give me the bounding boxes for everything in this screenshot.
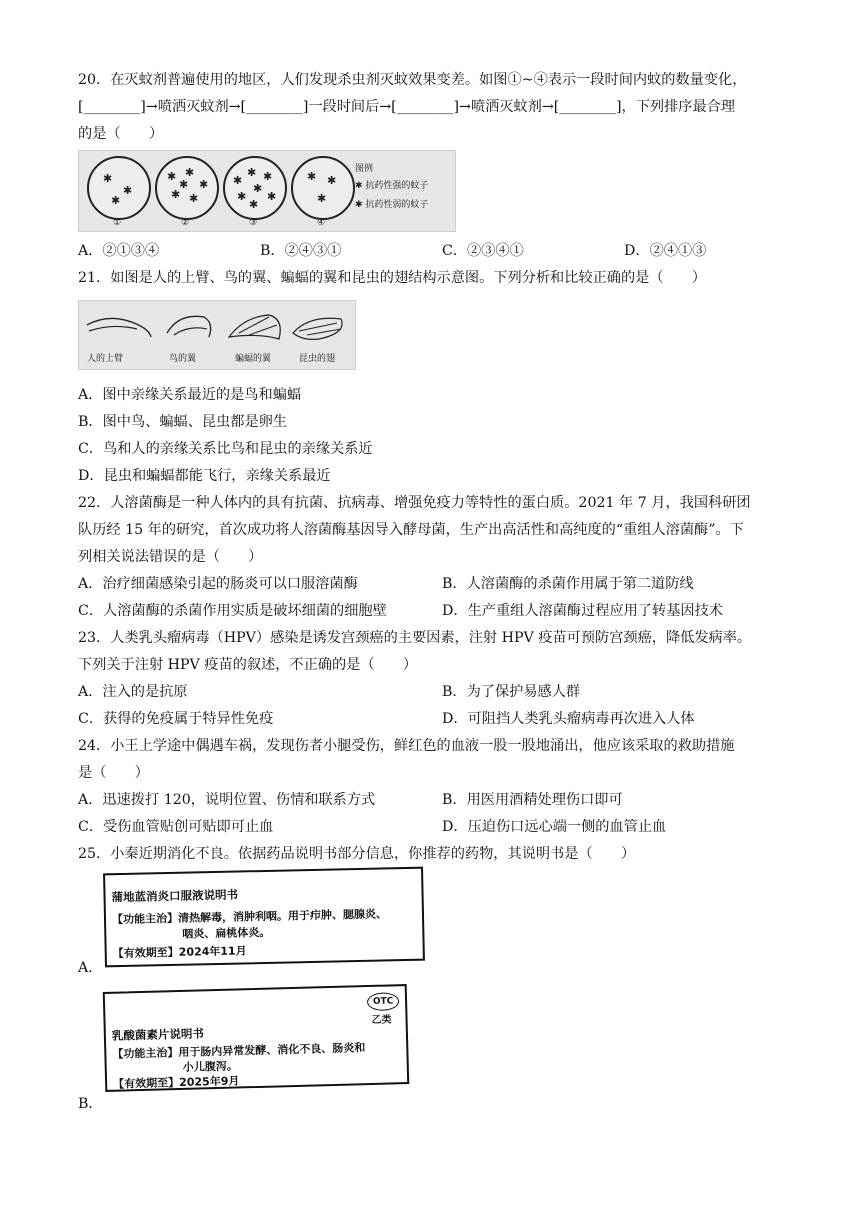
q22-option-a: A．治疗细菌感染引起的肠炎可以口服溶菌酶 bbox=[78, 576, 358, 592]
wing-drawings bbox=[79, 303, 355, 351]
medicine-card-b bbox=[103, 984, 410, 1092]
q24-stem-line1: 24．小王上学途中偶遇车祸，发现伤者小腿受伤，鲜红色的血液一股一股地涌出，他应该采取的救助措施 bbox=[78, 738, 735, 754]
otc-class: 乙类 bbox=[371, 1014, 392, 1026]
q20-stem-line1: 20．在灭蚊剂普遍使用的地区，人们发现杀虫剂灭蚊效果变差。如图①~④表示一段时间内蚊的数量变化， bbox=[78, 72, 747, 88]
medicine-card-a bbox=[103, 867, 425, 968]
q21-stem: 21．如图是人的上臂、鸟的翼、蝙蝠的翼和昆虫的翅结构示意图。下列分析和比较正确的是（ ） bbox=[78, 270, 707, 286]
q22-stem-line2: 队历经 15 年的研究，首次成功将人溶菌酶基因导入酵母菌，生产出高活性和高纯度的“重组人溶菌酶”。下 bbox=[78, 522, 744, 538]
q22-stem-line1: 22．人溶菌酶是一种人体内的具有抗菌、抗病毒、增强免疫力等特性的蛋白质。2021 年 7 月，我国科研团 bbox=[78, 495, 751, 511]
q22-option-b: B．人溶菌酶的杀菌作用属于第二道防线 bbox=[442, 576, 694, 592]
legend-weak: ✱ 抗药性弱的蚊子 bbox=[355, 200, 429, 210]
q22-stem-line3: 列相关说法错误的是（ ） bbox=[78, 549, 263, 565]
q23-stem-line1: 23．人类乳头瘤病毒（HPV）感染是诱发宫颈癌的主要因素，注射 HPV 疫苗可预防宫颈癌，降低发病率。 bbox=[78, 630, 752, 646]
q20-mosquito-figure bbox=[78, 150, 456, 232]
q22-option-c: C．人溶菌酶的杀菌作用实质是破坏细菌的细胞壁 bbox=[78, 603, 387, 619]
q24-option-c: C．受伤血管贴创可贴即可止血 bbox=[78, 819, 274, 835]
q21-option-d: D．昆虫和蝙蝠都能飞行，亲缘关系最近 bbox=[78, 468, 331, 484]
card-a-func-line2: 咽炎、扁桃体炎。 bbox=[182, 925, 271, 941]
card-b-expiry: 【有效期至】2025年9月 bbox=[112, 1074, 240, 1091]
fig-label-bird-wing: 鸟的翼 bbox=[169, 354, 197, 364]
legend-strong: ✱ 抗药性强的蚊子 bbox=[355, 181, 429, 191]
card-b-title: 乳酸菌素片说明书 bbox=[111, 1026, 205, 1043]
circle-label-4: ④ bbox=[317, 218, 326, 228]
q20-option-d: D．②④①③ bbox=[624, 243, 707, 259]
fig-label-human-arm: 人的上臂 bbox=[87, 354, 124, 364]
card-a-func-line1: 【功能主治】清热解毒，消肿利咽。用于疖肿、腮腺炎、 bbox=[111, 907, 388, 927]
fig-label-insect-wing: 昆虫的翅 bbox=[299, 354, 336, 364]
card-b-func-line2: 小儿腹泻。 bbox=[182, 1059, 238, 1074]
q25-option-a-label: A． bbox=[78, 960, 103, 976]
circle-1: ✱ ✱ ✱ bbox=[87, 156, 151, 220]
q24-option-d: D．压迫伤口远心端一侧的血管止血 bbox=[442, 819, 667, 835]
q21-option-c: C．鸟和人的亲缘关系比鸟和昆虫的亲缘关系近 bbox=[78, 441, 373, 457]
legend-strong-text: 抗药性强的蚊子 bbox=[365, 181, 429, 191]
q21-wing-figure bbox=[78, 300, 356, 370]
q24-stem-line2: 是（ ） bbox=[78, 765, 149, 781]
q22-option-d: D．生产重组人溶菌酶过程应用了转基因技术 bbox=[442, 603, 723, 619]
circle-4: ✱ ✱ ✱ bbox=[291, 156, 355, 220]
q20-option-c: C．②③④① bbox=[442, 243, 524, 259]
q20-option-b: B．②④③① bbox=[260, 243, 342, 259]
circle-label-1: ① bbox=[113, 218, 122, 228]
card-b-func-line1: 【功能主治】用于肠内异常发酵、消化不良、肠炎和 bbox=[112, 1041, 366, 1061]
fig-label-bat-wing: 蝙蝠的翼 bbox=[235, 354, 272, 364]
circle-2: ✱ ✱ ✱ ✱ ✱ ✱ bbox=[155, 156, 219, 220]
q20-stem-line2: [________]→喷洒灭蚊剂→[________]一段时间后→[________]→喷洒灭蚊剂→[________]，下列排序最合理 bbox=[78, 99, 736, 115]
q24-option-b: B．用医用酒精处理伤口即可 bbox=[442, 792, 623, 808]
q21-option-b: B．图中鸟、蝙蝠、昆虫都是卵生 bbox=[78, 414, 288, 430]
legend-title: 图例 bbox=[355, 164, 374, 174]
circle-3: ✱ ✱ ✱ ✱ ✱ ✱ ✱ bbox=[223, 156, 287, 220]
q25-stem: 25．小秦近期消化不良。依据药品说明书部分信息，你推荐的药物，其说明书是（ ） bbox=[78, 846, 636, 862]
legend-weak-text: 抗药性弱的蚊子 bbox=[365, 200, 429, 210]
q24-option-a: A．迅速拨打 120，说明位置、伤情和联系方式 bbox=[78, 792, 376, 808]
q23-option-a: A．注入的是抗原 bbox=[78, 684, 188, 700]
q23-stem-line2: 下列关于注射 HPV 疫苗的叙述，不正确的是（ ） bbox=[78, 657, 418, 673]
q20-stem-line3: 的是（ ） bbox=[78, 126, 164, 142]
q23-option-b: B．为了保护易感人群 bbox=[442, 684, 581, 700]
circle-label-2: ② bbox=[181, 218, 190, 228]
q23-option-d: D．可阻挡人类乳头瘤病毒再次进入人体 bbox=[442, 711, 695, 727]
q25-option-b-label: B． bbox=[78, 1096, 103, 1112]
q23-option-c: C．获得的免疫属于特异性免疫 bbox=[78, 711, 274, 727]
q21-option-a: A．图中亲缘关系最近的是鸟和蝙蝠 bbox=[78, 387, 302, 403]
q20-option-a: A．②①③④ bbox=[78, 243, 160, 259]
card-a-title: 蒲地蓝消炎口服液说明书 bbox=[111, 887, 239, 905]
card-a-expiry: 【有效期至】2024年11月 bbox=[112, 944, 247, 961]
otc-badge: OTC bbox=[367, 992, 399, 1011]
circle-label-3: ③ bbox=[249, 218, 258, 228]
